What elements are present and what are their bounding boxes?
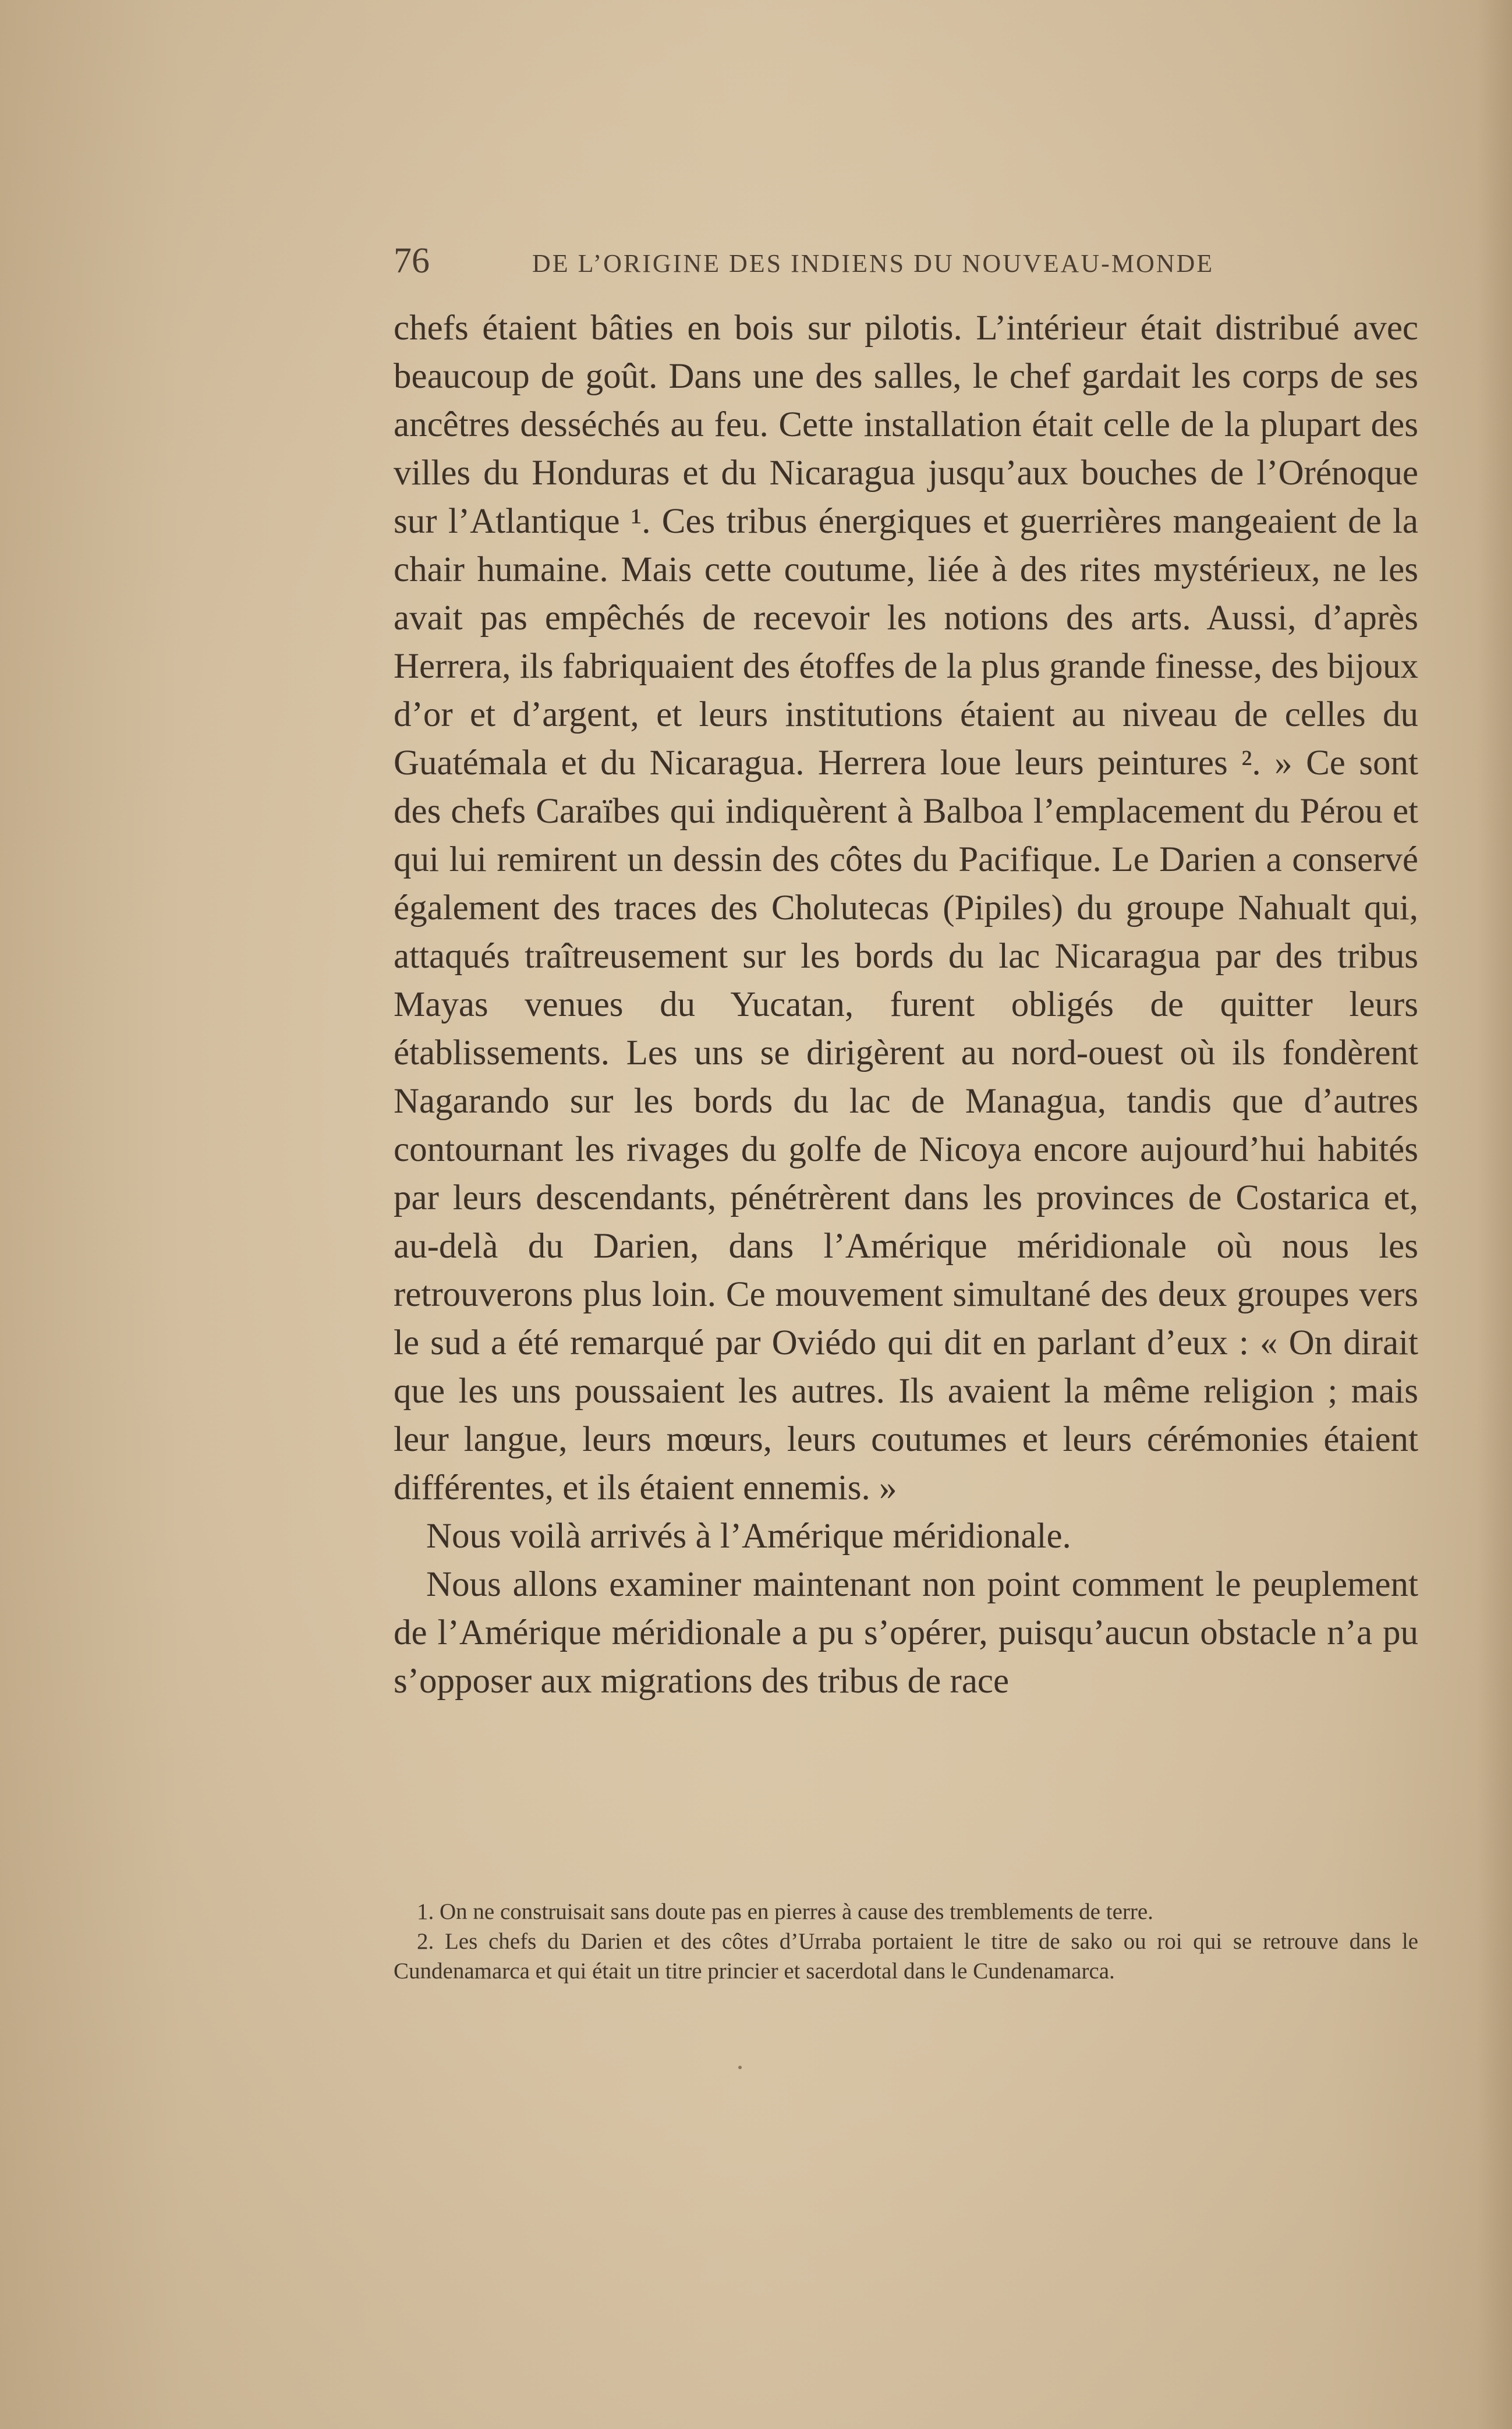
running-title: DE L’ORIGINE DES INDIENS DU NOUVEAU-MONDE xyxy=(532,249,1214,278)
footnotes xyxy=(394,1897,1418,1986)
body-text xyxy=(394,304,1418,1705)
page-header xyxy=(394,238,1418,284)
footnote-2: 2. Les chefs du Darien et des côtes d’Urraba portaient le titre de sako ou roi qui se retrouve dans le Cundenamarca et qui était un titre princier et sacerdotal dans le Cundenamarca. xyxy=(394,1929,1418,1984)
paper-speck xyxy=(738,2066,742,2069)
paragraph: Nous allons examiner maintenant non point comment le peuplement de l’Amérique méridionale a pu s’opérer, puisqu’aucun obstacle n’a pu s’opposer aux migrations des tribus de race xyxy=(394,1565,1418,1701)
paragraph-continued: chefs étaient bâties en bois sur pilotis. L’intérieur était distribué avec beaucoup de goût. Dans une des salles, le chef gardait les corps de ses ancêtres desséchés au feu. Cette installation était celle de la plupart des villes du Honduras et du Nicaragua jusqu’aux bouches de l’Orénoque sur l’Atlantique ¹. Ces tribus énergiques et guerrières mangeaient de la chair humaine. Mais cette coutume, liée à des rites mystérieux, ne les avait pas empêchés de recevoir les notions des arts. Aussi, d’après Herrera, ils fabriquaient des étoffes de la plus grande finesse, des bijoux d’or et d’argent, et leurs institutions étaient au niveau de celles du Guatémala et du Nicaragua. Herrera loue leurs peintures ². » Ce sont des chefs Caraïbes qui indiquèrent à Balboa l’emplacement du Pérou et qui lui remirent un dessin des côtes du Pacifique. Le Darien a conservé également des traces des Cholutecas (Pipiles) du groupe Nahualt qui, attaqués traîtreusement sur les bords du lac Nicaragua par des tribus Mayas venues du Yucatan, furent obligés de quitter leurs établissements. Les uns se dirigèrent au nord-ouest où ils fondèrent Nagarando sur les bords du lac de Managua, tandis que d’autres contournant les rivages du golfe de Nicoya encore aujourd’hui habités par leurs descendants, pénétrèrent dans les provinces de Costarica et, au-delà du Darien, dans l’Amérique méridionale où nous les retrouverons plus loin. Ce mouvement simultané des deux groupes vers le sud a été remarqué par Oviédo qui dit en parlant d’eux : « On dirait que les uns poussaient les autres. Ils avaient la même religion ; mais leur langue, leurs mœurs, leurs coutumes et leurs cérémonies étaient différentes, et ils étaient ennemis. » xyxy=(394,309,1418,1507)
paragraph: Nous voilà arrivés à l’Amérique méridionale. xyxy=(426,1517,1071,1556)
page-number: 76 xyxy=(394,241,430,281)
footnote-1: 1. On ne construisait sans doute pas en pierres à cause des tremblements de terre. xyxy=(417,1899,1153,1924)
